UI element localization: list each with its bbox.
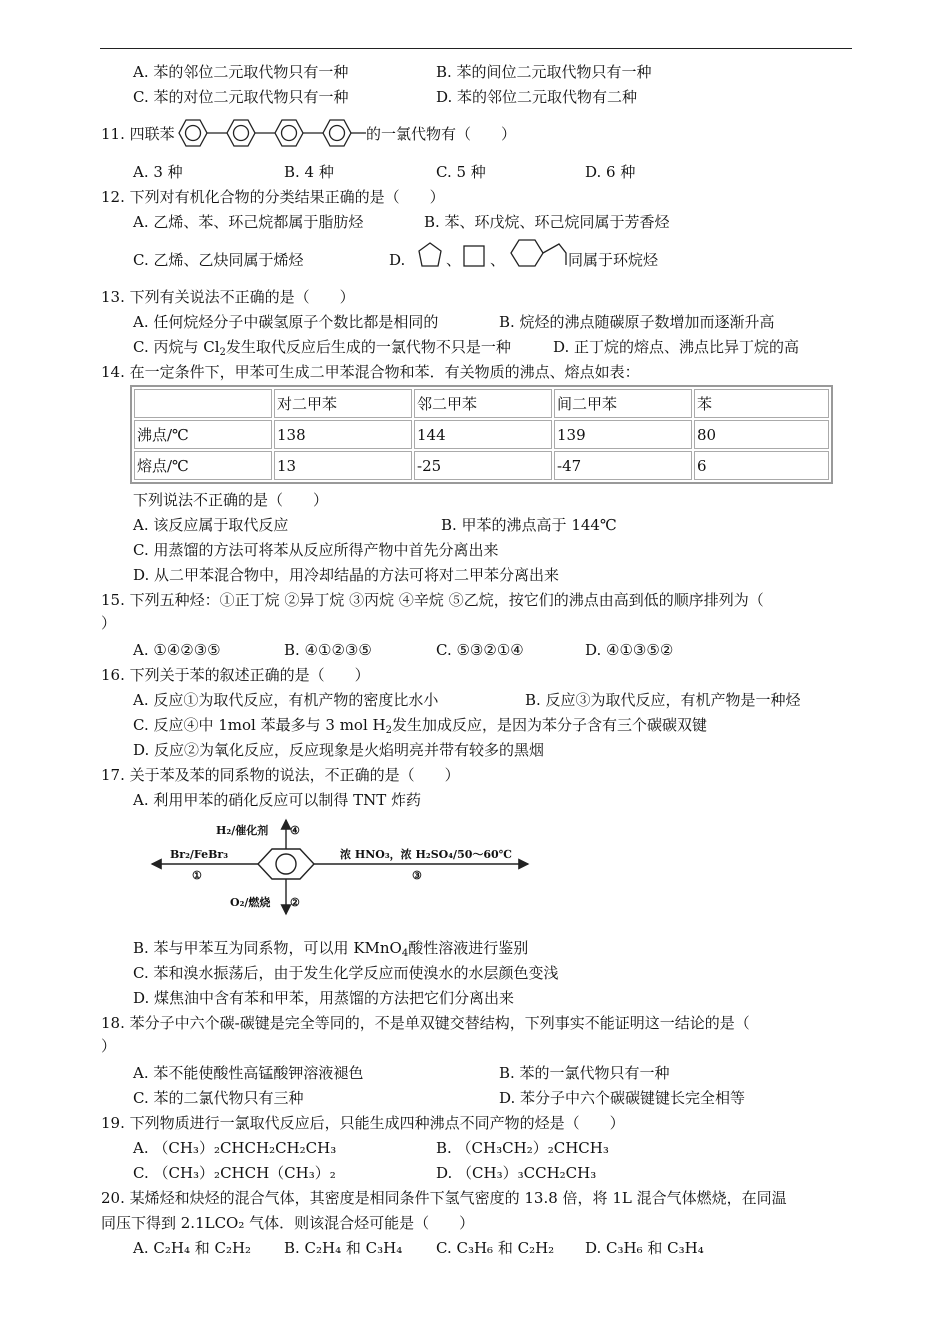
q15-option-b: B. ④①②③⑤ [284,641,372,659]
q15-option-a: A. ①④②③⑤ [133,641,221,659]
q15-stem: 15. 下列五种烃：①正丁烷 ②异丁烷 ③丙烷 ④辛烷 ⑤乙烷，按它们的沸点由高到低的顺序排列为（ [101,591,764,609]
q13-option-c: C. 丙烷与 $Cl_2$发生取代反应后生成的一氯代物不只是一种 [133,338,511,358]
reagent-3: 浓 HNO₃，浓 H₂SO₄/50～60℃ [340,848,512,861]
table-cell: 沸点/℃ [134,420,272,449]
q10-option-c: C. 苯的对位二元取代物只有一种 [133,88,349,106]
table-header-row [134,389,829,418]
q12-option-b: B. 苯、环戊烷、环己烷同属于芳香烃 [424,213,670,231]
q13-option-b: B. 烷烃的沸点随碳原子数增加而逐渐升高 [499,313,775,331]
q18-stem-end: ） [101,1037,117,1055]
q11-stem-post: 的一氯代物有（ ） [366,125,517,143]
q11-option-c: C. 5 种 [436,163,486,181]
q11-option-d: D. 6 种 [585,163,636,181]
q19-option-b: B. （CH₃CH₂）₂CHCH₃ [436,1139,609,1157]
q15-option-c: C. ⑤③②①④ [436,641,524,659]
q20-stem-line-1: 20. 某烯烃和炔烃的混合气体，其密度是相同条件下氢气密度的 13.8 倍，将 1L 混合气体燃烧，在同温 [101,1189,787,1207]
q17-option-a: A. 利用甲苯的硝化反应可以制得 TNT 炸药 [133,791,422,809]
table-header-cell: 对二甲苯 [274,389,412,418]
q14-option-d: D. 从二甲苯混合物中，用冷却结晶的方法可将对二甲苯分离出来 [133,566,560,584]
q20-stem-line-2: 同压下得到 2.1LCO₂ 气体．则该混合烃可能是（ ） [101,1214,475,1232]
table-cell: 138 [274,420,412,449]
table-cell: 6 [694,451,829,480]
q11-stem-pre: 11. 四联苯 [101,125,175,143]
q15-stem-end: ） [101,614,117,632]
q14-option-a: A. 该反应属于取代反应 [133,516,289,534]
table-cell: 熔点/℃ [134,451,272,480]
q12-option-c: C. 乙烯、乙炔同属于烯烃 [133,251,304,269]
quaterphenyl-structure [176,110,368,156]
q12-option-d-post: 同属于环烷烃 [568,251,659,269]
q12-option-d-label: D. [389,251,406,269]
table-cell: -47 [554,451,692,480]
q18-option-b: B. 苯的一氯代物只有一种 [499,1064,670,1082]
header-rule [100,48,852,49]
q12-option-d-sep-1: 、 [446,251,462,269]
reagent-1: Br₂/FeBr₃ [170,848,229,861]
q17-stem: 17. 关于苯及苯的同系物的说法，不正确的是（ ） [101,766,460,784]
label-3: ③ [412,869,422,882]
q17-option-c: C. 苯和溴水振荡后，由于发生化学反应而使溴水的水层颜色变浅 [133,964,559,982]
q10-option-b: B. 苯的间位二元取代物只有一种 [436,63,652,81]
table-cell: 144 [414,420,552,449]
q13-option-d: D. 正丁烷的熔点、沸点比异丁烷的高 [553,338,800,356]
q20-option-c: C. C₃H₆ 和 C₂H₂ [436,1239,555,1257]
q19-option-a: A. （CH₃）₂CHCH₂CH₂CH₃ [133,1139,337,1157]
q13-option-a: A. 任何烷烃分子中碳氢原子个数比都是相同的 [133,313,439,331]
q11-option-a: A. 3 种 [133,163,183,181]
q16-option-b: B. 反应③为取代反应，有机产物是一种烃 [525,691,801,709]
q20-option-a: A. C₂H₄ 和 C₂H₂ [133,1239,252,1257]
q18-stem: 18. 苯分子中六个碳-碳键是完全等同的，不是单双键交替结构，下列事实不能证明这一结论的是（ [101,1014,750,1032]
q14-option-c: C. 用蒸馏的方法可将苯从反应所得产物中首先分离出来 [133,541,499,559]
label-1: ① [192,869,202,882]
cyclopentane-structure [416,240,444,270]
label-2: ② [290,896,300,909]
table-cell: -25 [414,451,552,480]
methylcyclohexane-structure [508,237,568,271]
q20-option-d: D. C₃H₆ 和 C₃H₄ [585,1239,704,1257]
label-4: ④ [290,824,300,837]
q18-option-c: C. 苯的二氯代物只有三种 [133,1089,304,1107]
q10-option-d: D. 苯的邻位二元取代物有二种 [436,88,638,106]
q16-option-d: D. 反应②为氧化反应，反应现象是火焰明亮并带有较多的黑烟 [133,741,545,759]
q14-stem: 14. 在一定条件下，甲苯可生成二甲苯混合物和苯．有关物质的沸点、熔点如表： [101,363,640,381]
reagent-2: O₂/燃烧 [230,896,271,909]
q11-option-b: B. 4 种 [284,163,334,181]
q18-option-d: D. 苯分子中六个碳碳键键长完全相等 [499,1089,746,1107]
table-row [134,420,829,449]
table-header-cell [134,389,272,418]
q16-option-c: C. 反应④中 1mol 苯最多与 3 mol $H_2$发生加成反应，是因为苯分子含有三个碳碳双键 [133,716,707,736]
q20-option-b: B. C₂H₄ 和 C₃H₄ [284,1239,403,1257]
q18-option-a: A. 苯不能使酸性高锰酸钾溶液褪色 [133,1064,364,1082]
cyclobutane-structure [461,243,487,269]
table-header-cell: 间二甲苯 [554,389,692,418]
q14-sub-stem: 下列说法不正确的是（ ） [133,491,329,509]
table-cell: 13 [274,451,412,480]
q16-option-a: A. 反应①为取代反应，有机产物的密度比水小 [133,691,439,709]
q17-option-d: D. 煤焦油中含有苯和甲苯，用蒸馏的方法把它们分离出来 [133,989,515,1007]
table-header-cell: 邻二甲苯 [414,389,552,418]
q17-option-b: B. 苯与甲苯互为同系物，可以用 KMnO$_4$酸性溶液进行鉴别 [133,939,529,959]
table-row [134,451,829,480]
q14-option-b: B. 甲苯的沸点高于 144℃ [441,516,617,534]
q19-option-c: C. （CH₃）₂CHCH（CH₃）₂ [133,1164,336,1182]
q12-option-a: A. 乙烯、苯、环己烷都属于脂肪烃 [133,213,364,231]
q10-option-a: A. 苯的邻位二元取代物只有一种 [133,63,349,81]
q12-option-d-sep-2: 、 [490,251,506,269]
q19-stem: 19. 下列物质进行一氯取代反应后，只能生成四种沸点不同产物的烃是（ ） [101,1114,625,1132]
table-cell: 139 [554,420,692,449]
q19-option-d: D. （CH₃）₃CCH₂CH₃ [436,1164,597,1182]
reagent-4: H₂/催化剂 [216,824,269,837]
table-cell: 80 [694,420,829,449]
q15-option-d: D. ④①③⑤② [585,641,674,659]
q13-stem: 13. 下列有关说法不正确的是（ ） [101,288,355,306]
q16-stem: 16. 下列关于苯的叙述正确的是（ ） [101,666,370,684]
q12-stem: 12. 下列对有机化合物的分类结果正确的是（ ） [101,188,445,206]
benzene-reaction-scheme [140,812,540,922]
boiling-melting-table [130,385,833,484]
table-header-cell: 苯 [694,389,829,418]
